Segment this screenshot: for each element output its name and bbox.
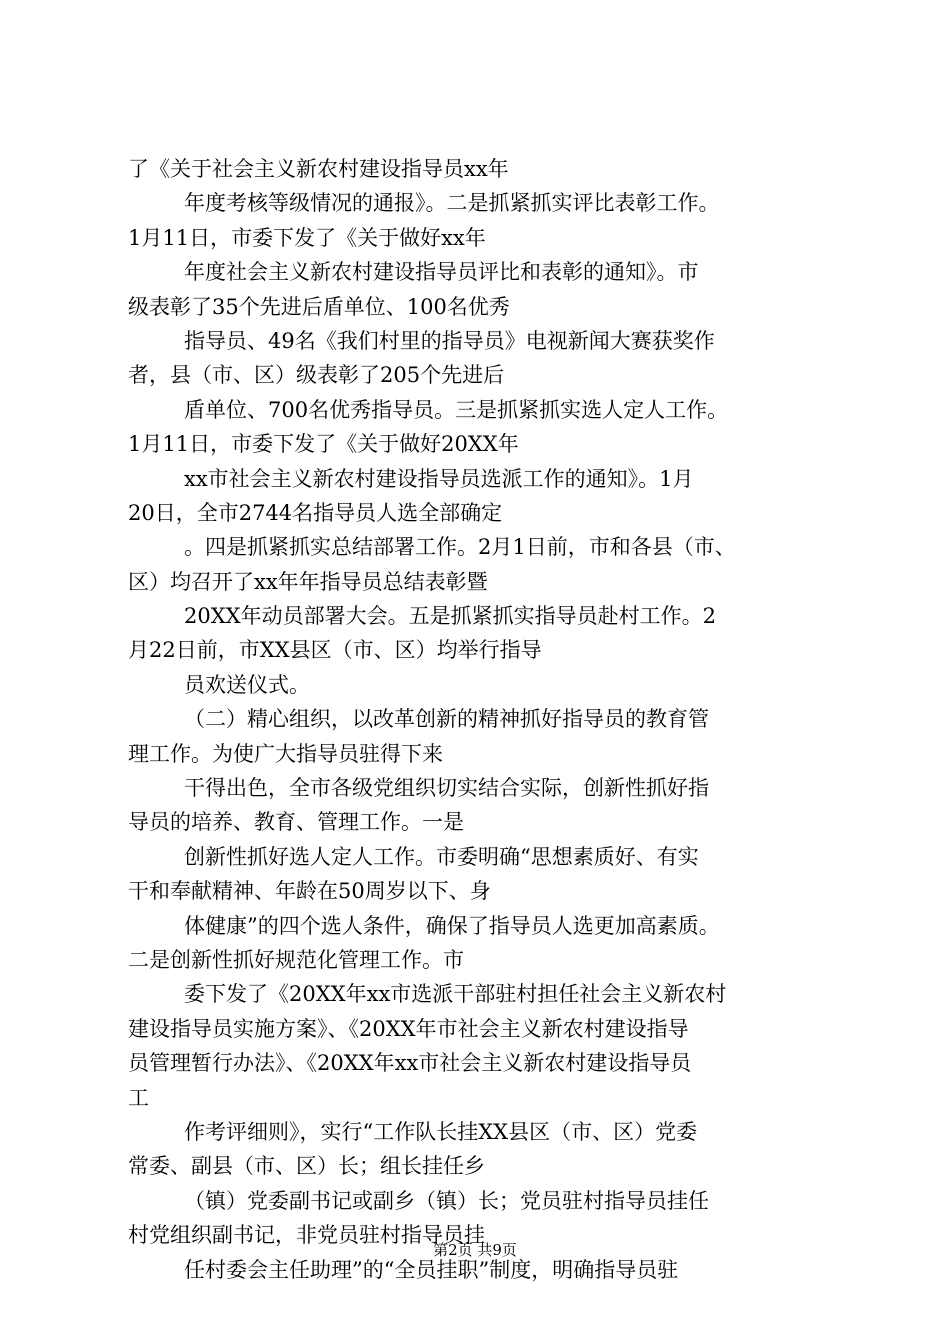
text-line: 20XX年动员部署大会。五是抓紧抓实指导员赴村工作。2	[184, 604, 716, 629]
text-line: 任村委会主任助理”的“全员挂职”制度，明确指导员驻	[184, 1257, 679, 1282]
text-line: 创新性抓好选人定人工作。市委明确“思想素质好、有实	[184, 844, 699, 869]
text-line: 1月11日，市委下发了《关于做好20XX年	[128, 432, 519, 457]
text-line: 导员的培养、教育、管理工作。一是	[128, 810, 464, 835]
text-line: 理工作。为使广大指导员驻得下来	[128, 741, 443, 766]
text-line: 干得出色，全市各级党组织切实结合实际，创新性抓好指	[184, 776, 709, 801]
text-line: 常委、副县（市、区）长；组长挂任乡	[128, 1154, 485, 1179]
text-line: 级表彰了35个先进后盾单位、100名优秀	[128, 294, 510, 319]
text-line: 者，县（市、区）级表彰了205个先进后	[128, 363, 505, 388]
text-line: 了《关于社会主义新农村建设指导员xx年	[128, 157, 509, 181]
text-line: （镇）党委副书记或副乡（镇）长；党员驻村指导员挂任	[184, 1188, 709, 1213]
page-footer: 第2页 共9页	[433, 1241, 517, 1259]
text-line: 委下发了《20XX年xx市选派干部驻村担任社会主义新农村	[184, 982, 727, 1007]
text-line: 员欢送仪式。	[184, 672, 310, 697]
text-line: 员管理暂行办法》、《20XX年xx市社会主义新农村建设指导员	[128, 1051, 692, 1076]
text-line: 。四是抓紧抓实总结部署工作。2月1日前，市和各县（市、	[184, 535, 736, 560]
text-line: 1月11日，市委下发了《关于做好xx年	[128, 225, 486, 250]
text-line: 体健康”的四个选人条件，确保了指导员人选更加高素质。	[184, 913, 720, 938]
text-line: 干和奉献精神、年龄在50周岁以下、身	[128, 879, 491, 904]
text-line: 工	[128, 1085, 149, 1110]
text-line: 二是创新性抓好规范化管理工作。市	[128, 947, 464, 972]
text-line: 村党组织副书记，非党员驻村指导员挂	[128, 1223, 485, 1248]
text-line: 建设指导员实施方案》、《20XX年市社会主义新农村建设指导	[128, 1016, 689, 1041]
text-line: 盾单位、700名优秀指导员。三是抓紧抓实选人定人工作。	[184, 397, 729, 422]
text-line: 20日，全市2744名指导员人选全部确定	[128, 500, 503, 525]
text-line: 年度社会主义新农村建设指导员评比和表彰的通知》。市	[184, 260, 699, 285]
text-line: 指导员、49名《我们村里的指导员》电视新闻大赛获奖作	[184, 328, 715, 353]
text-line: 作考评细则》，实行“工作队长挂XX县区（市、区）党委	[184, 1119, 698, 1144]
body-text	[128, 152, 848, 1287]
text-line: xx市社会主义新农村建设指导员选派工作的通知》。1月	[184, 466, 694, 491]
text-line: 年度考核等级情况的通报》。二是抓紧抓实评比表彰工作。	[184, 191, 720, 216]
text-line: （二）精心组织，以改革创新的精神抓好指导员的教育管	[184, 707, 709, 732]
text-line: 月22日前，市XX县区（市、区）均举行指导	[128, 638, 542, 663]
text-line: 区）均召开了xx年年指导员总结表彰暨	[128, 569, 488, 594]
